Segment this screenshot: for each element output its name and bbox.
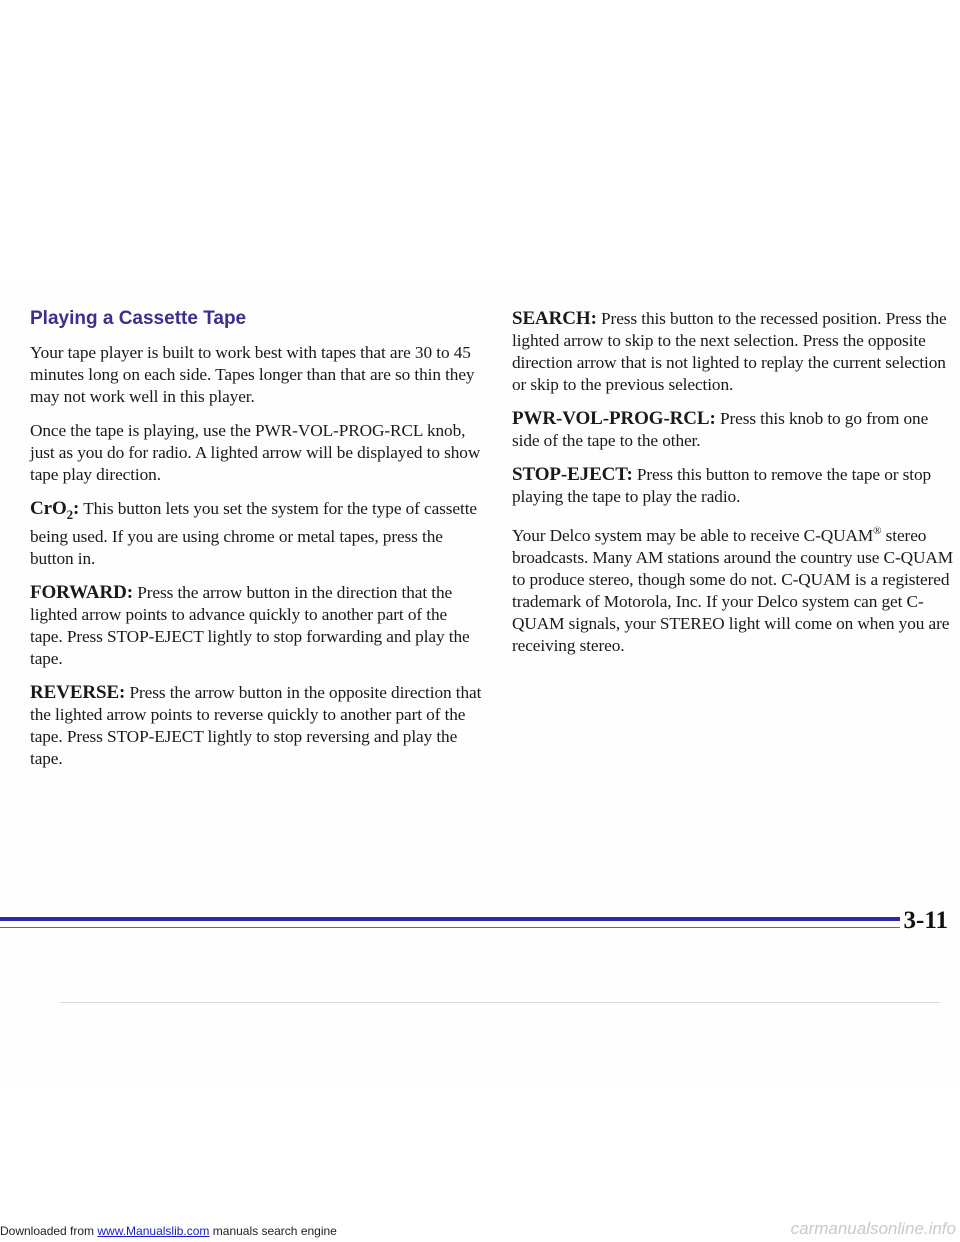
paragraph-stop-eject: [512, 464, 956, 508]
section-heading: Playing a Cassette Tape: [30, 308, 247, 329]
cro2-text: This button lets you set the system for the type of cassette being used. If you are using chrome or metal tapes, press the button in.: [30, 499, 477, 568]
reverse-text: Press the arrow button in the opposite direction that the lighted arrow points to reverse quickly to another part of the tape. Press STOP-EJECT lightly to stop reversing and play the tape.: [30, 682, 482, 768]
reverse-term: REVERSE:: [30, 681, 126, 703]
footer-rule-thin: [0, 927, 900, 928]
paragraph-forward: [30, 582, 482, 670]
paragraph-pwr-vol: [512, 408, 956, 452]
paragraph-reverse: [30, 682, 482, 770]
search-text: Press this button to the recessed position. Press the lighted arrow to skip to the next selection. Press the opposite direction arrow that is not lighted to replay the current selection or skip to the previous selection.: [512, 309, 947, 394]
stop-eject-text: Press this button to remove the tape or stop playing the tape to play the radio.: [512, 465, 932, 506]
stop-eject-term: STOP-EJECT:: [512, 464, 633, 485]
search-term: SEARCH:: [512, 308, 597, 329]
footer-rule-thick: [0, 917, 900, 921]
manualslib-link[interactable]: www.Manualslib.com: [97, 1224, 210, 1238]
forward-term: FORWARD:: [30, 581, 134, 603]
pwr-vol-text: Press this knob to go from one side of the tape to the other.: [512, 409, 929, 450]
forward-text: Press the arrow button in the direction that the lighted arrow points to advance quickly to another part of the tape. Press STOP-EJECT lightly to stop forwarding and play the tape.: [30, 582, 470, 668]
download-footer: Downloaded from www.Manualslib.com manuals search engine: [0, 1224, 337, 1238]
left-column: [30, 308, 482, 782]
cro2-term: CrO$_2$:: [30, 498, 80, 522]
paragraph-cquam: Your Delco system may be able to receive C-QUAM® stereo broadcasts. Many AM stations around the country use C-QUAM to produce stereo, though some do not. C-QUAM is a registered trademark of Motorola, Inc. If your Delco system can get C-QUAM signals, your STEREO light will come on when you are receiving stereo.: [512, 525, 954, 655]
paragraph-tape-length: Your tape player is built to work best with tapes that are 30 to 45 minutes long on each side. Tapes longer than that are so thin they may not work well in this player.: [30, 343, 475, 406]
page-number: 3-11: [903, 907, 948, 934]
site-watermark: carmanualsonline.info: [790, 1219, 956, 1238]
scan-artifact-line: [60, 1002, 940, 1003]
paragraph-tape-playing: Once the tape is playing, use the PWR-VOL-PROG-RCL knob, just as you do for radio. A lighted arrow will be displayed to show tape play direction.: [30, 421, 481, 484]
paragraph-cro2: [30, 498, 482, 570]
pwr-vol-term: PWR-VOL-PROG-RCL:: [512, 408, 716, 429]
registered-mark: ®: [873, 525, 882, 537]
paragraph-search: [512, 308, 956, 396]
right-column: [512, 308, 956, 669]
